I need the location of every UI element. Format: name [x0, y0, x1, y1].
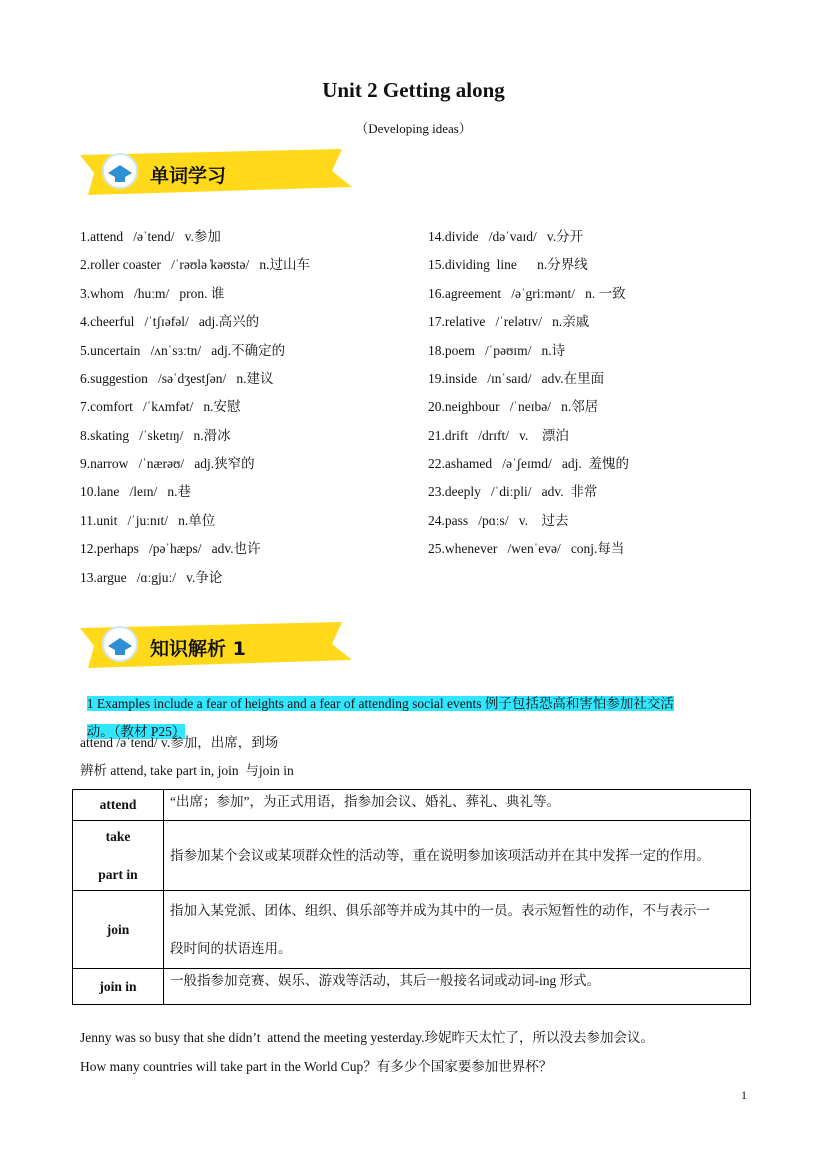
- vocab-item: 13.argue /ɑːgjuː/ v.争论: [80, 570, 223, 585]
- vocab-item: 10.lane /leɪn/ n.巷: [80, 484, 191, 499]
- key-sentence-line2: 动。（教材 P25）: [86, 724, 186, 739]
- vocab-item: 6.suggestion /səˈdʒestʃən/ n.建议: [80, 371, 274, 386]
- vocab-item: 19.inside /ɪnˈsaɪd/ adv.在里面: [428, 371, 605, 386]
- explanation-cell: 一般指参加竞赛、娱乐、游戏等活动，其后一般接名词或动词-ing 形式。: [164, 969, 751, 1005]
- vocab-item: 21.drift /drɪft/ v. 漂泊: [428, 428, 569, 443]
- example-sentence: How many countries will take part in the World Cup？有多少个国家要参加世界杯？: [80, 1059, 553, 1074]
- table-row: [73, 790, 751, 821]
- vocab-item: 20.neighbour /ˈneɪbə/ n.邻居: [428, 399, 599, 414]
- vocab-item: 14.divide /dəˈvaɪd/ v.分开: [428, 229, 584, 244]
- explanation-cell: [164, 891, 751, 969]
- vocab-item: 17.relative /ˈrelətɪv/ n.亲戚: [428, 314, 590, 329]
- term-cell: [73, 821, 164, 891]
- document-title: Unit 2 Getting along: [322, 78, 505, 102]
- vocab-item: 11.unit /ˈjuːnɪt/ n.单位: [80, 513, 216, 528]
- vocab-item: 1.attend /əˈtend/ v.参加: [80, 229, 221, 244]
- vocab-item: 24.pass /pɑːs/ v. 过去: [428, 513, 569, 528]
- vocab-item: 4.cheerful /ˈtʃɪəfəl/ adj.高兴的: [80, 314, 260, 329]
- explanation-cell: “出席；参加”，为正式用语，指参加会议、婚礼、葬礼、典礼等。: [164, 790, 751, 821]
- banner-label: 单词学习: [150, 165, 227, 187]
- vocab-item: 8.skating /ˈsketɪŋ/ n.滑冰: [80, 428, 231, 443]
- vocab-item: 16.agreement /əˈgriːmənt/ n. 一致: [428, 286, 626, 301]
- explanation-line: 指加入某党派、团体、组织、俱乐部等并成为其中的一员。表示短暂性的动作，不与表示一: [170, 902, 710, 918]
- vocab-item: 3.whom /huːm/ pron. 谁: [80, 286, 225, 301]
- explanation-line: 段时间的状语连用。: [170, 940, 292, 956]
- term-cell: join in: [73, 969, 164, 1005]
- term-cell: join: [73, 891, 164, 969]
- key-sentence-line1: 1 Examples include a fear of heights and a fear of attending social events 例子包括恐高和害怕参加社交活: [86, 696, 674, 711]
- table-row: [73, 891, 751, 969]
- table-row: [73, 969, 751, 1005]
- section-banner-knowledge: [80, 620, 352, 670]
- vocab-item: 23.deeply /ˈdiːpli/ adv. 非常: [428, 484, 598, 499]
- vocab-item: 18.poem /ˈpəʊɪm/ n.诗: [428, 343, 566, 358]
- term-line: take: [105, 828, 131, 844]
- vocab-item: 12.perhaps /pəˈhæps/ adv.也许: [80, 541, 261, 556]
- vocab-item: 15.dividing line n.分界线: [428, 257, 588, 272]
- vocab-item: 9.narrow /ˈnærəʊ/ adj.狭窄的: [80, 456, 255, 471]
- section-banner-vocab: [80, 147, 352, 197]
- comparison-table: [72, 789, 751, 1005]
- explanation-cell: 指参加某个会议或某项群众性的活动等，重在说明参加该项活动并在其中发挥一定的作用。: [164, 821, 751, 891]
- table-row: [73, 821, 751, 891]
- example-sentence: Jenny was so busy that she didn’t attend the meeting yesterday.珍妮昨天太忙了，所以没去参加会议。: [80, 1030, 655, 1045]
- vocab-item: 22.ashamed /əˈʃeɪmd/ adj. 羞愧的: [428, 456, 629, 471]
- comparison-intro: 辨析 attend, take part in, join 与join in: [80, 763, 294, 778]
- word-definition: attend /əˈtend/ v.参加，出席，到场: [80, 735, 279, 750]
- document-subtitle: （Developing ideas）: [355, 121, 472, 136]
- vocab-item: 5.uncertain /ʌnˈsɜːtn/ adj.不确定的: [80, 343, 286, 358]
- term-line: part in: [98, 866, 138, 882]
- vocab-item: 25.whenever /wenˈevə/ conj.每当: [428, 541, 625, 556]
- vocab-item: 7.comfort /ˈkʌmfət/ n.安慰: [80, 399, 241, 414]
- banner-label: 知识解析 1: [150, 638, 246, 660]
- page-number: 1: [741, 1088, 747, 1102]
- term-cell: attend: [73, 790, 164, 821]
- vocab-item: 2.roller coaster /ˈrəʊlə ̍kəʊstə/ n.过山车: [80, 257, 310, 272]
